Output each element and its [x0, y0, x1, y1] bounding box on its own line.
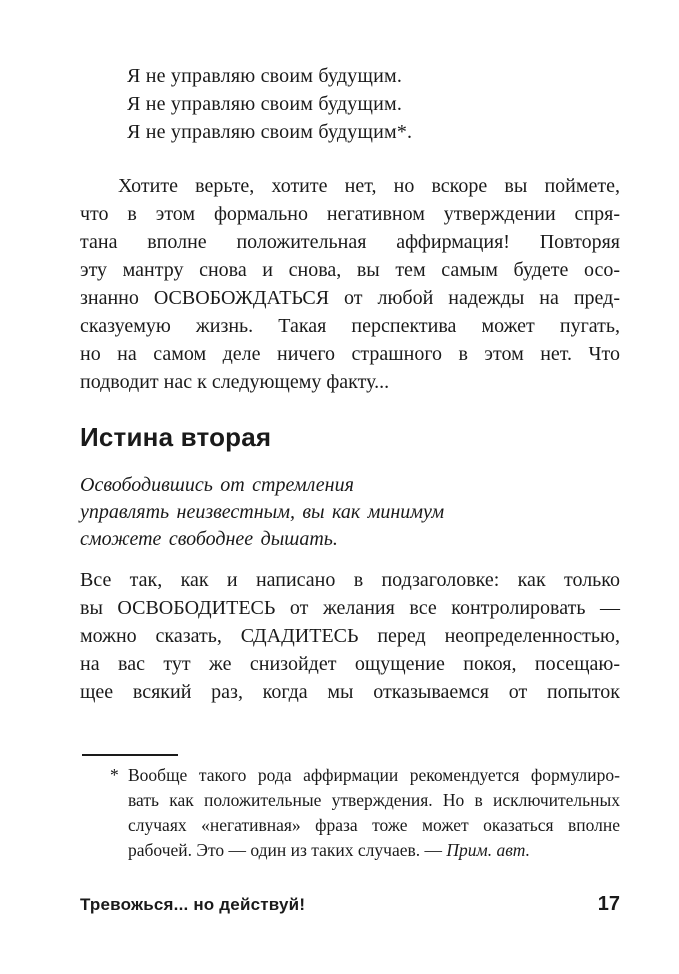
footnote-line — [128, 838, 620, 863]
paragraph-2-line: щее всякий раз, когда мы отказываемся от попыток — [80, 681, 620, 703]
footnote — [110, 763, 620, 863]
footnote-author-note: Прим. авт. — [446, 840, 531, 860]
mantra-line-1: Я не управляю своим будущим. — [127, 65, 403, 87]
mantra-line-3: Я не управляю своим будущим*. — [127, 121, 413, 143]
mantra-line-2: Я не управляю своим будущим. — [127, 93, 403, 115]
paragraph-1-line: что в этом формально негативном утверждении спря- — [80, 203, 620, 225]
paragraph-2-line: вы ОСВОБОДИТЕСЬ от желания все контролировать — — [80, 597, 620, 619]
paragraph-1-line: подводит нас к следующему факту... — [80, 371, 390, 393]
paragraph-1-line: эту мантру снова и снова, вы тем самым будете осо- — [80, 259, 620, 281]
footnote-line: случаях «негативная» фраза тоже может оказаться вполне — [128, 815, 620, 835]
page-number: 17 — [597, 893, 620, 915]
paragraph-1-line: знанно ОСВОБОЖДАТЬСЯ от любой надежды на пред- — [80, 287, 620, 309]
mantra-block — [127, 62, 412, 146]
epigraph-line: сможете свободнее дышать. — [80, 528, 338, 550]
footnote-text: рабочей. Это — один из таких случаев. — — [128, 840, 447, 860]
epigraph-line: Освободившись от стремления — [80, 474, 354, 496]
paragraph-1-line: тана вполне положительная аффирмация! Повторяя — [80, 231, 620, 253]
footnote-marker: * — [110, 765, 119, 785]
paragraph-2-line: Все так, как и написано в подзаголовке: как только — [80, 569, 620, 591]
paragraph-1-line: Хотите верьте, хотите нет, но вскоре вы поймете, — [118, 175, 620, 197]
page-footer — [80, 893, 620, 916]
footnote-line: Вообще такого рода аффирмации рекомендуется формулиро- — [128, 765, 620, 785]
footnote-line: вать как положительные утверждения. Но в исключительных — [128, 790, 620, 810]
paragraph-1-line: сказуемую жизнь. Такая перспектива может пугать, — [80, 315, 620, 337]
paragraph-2-line: на вас тут же снизойдет ощущение покоя, посещаю- — [80, 653, 620, 675]
footnote-divider — [82, 754, 178, 756]
paragraph-1-line: но на самом деле ничего страшного в этом нет. Что — [80, 343, 620, 365]
epigraph — [80, 472, 620, 553]
section-heading: Истина вторая — [80, 422, 272, 452]
epigraph-line: управлять неизвестным, вы как минимум — [80, 501, 445, 523]
paragraph-2 — [80, 566, 620, 706]
running-title: Тревожься... но действуй! — [80, 895, 306, 914]
paragraph-2-line: можно сказать, СДАДИТЕСЬ перед неопределенностью, — [80, 625, 620, 647]
paragraph-1 — [80, 172, 620, 396]
